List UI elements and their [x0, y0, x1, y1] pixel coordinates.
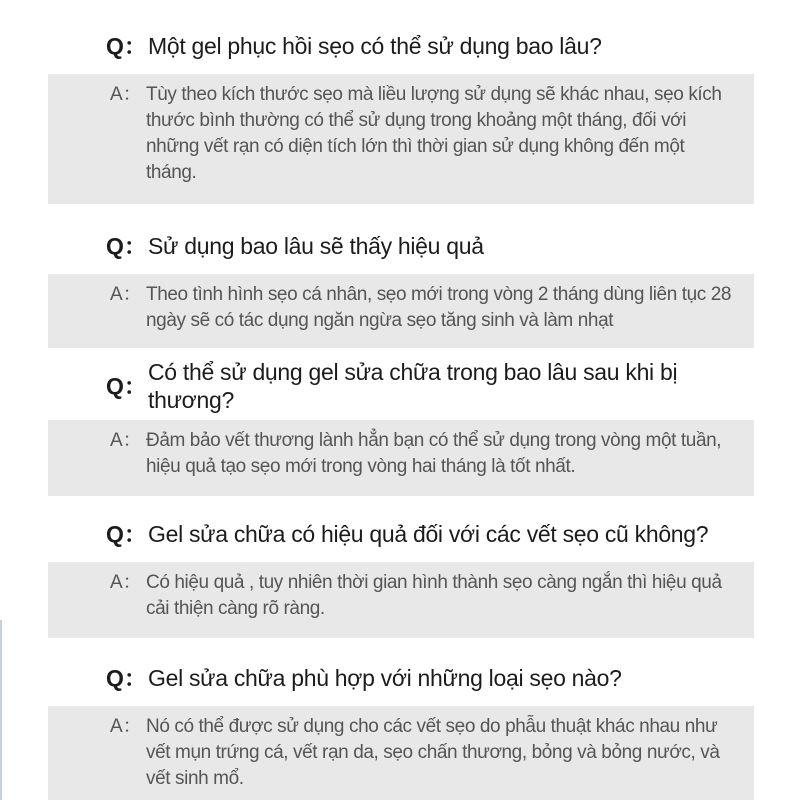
- question-text: Có thể sử dụng gel sửa chữa trong bao lâu sau khi bị thương?: [148, 359, 678, 413]
- question-text: Gel sửa chữa có hiệu quả đối với các vết sẹo cũ không?: [148, 521, 709, 547]
- faq-question-1: [106, 32, 756, 60]
- question-prefix: Q：: [106, 665, 147, 691]
- question-prefix: Q：: [106, 233, 147, 259]
- answer-prefix: A：: [110, 84, 142, 105]
- answer-text: Có hiệu quả , tuy nhiên thời gian hình thành sẹo càng ngắn thì hiệu quả cải thiện càng rõ ràng.: [146, 572, 722, 619]
- question-text: Một gel phục hồi sẹo có thể sử dụng bao lâu?: [148, 33, 602, 59]
- answer-text: Theo tình hình sẹo cá nhân, sẹo mới trong vòng 2 tháng dùng liên tục 28 ngày sẽ có tác dụng ngăn ngừa sẹo tăng sinh và làm nhạt: [146, 284, 732, 331]
- faq-question-2: [106, 232, 756, 260]
- answer-prefix: A：: [110, 572, 142, 593]
- answer-text: Nó có thể được sử dụng cho các vết sẹo do phẫu thuật khác nhau như vết mụn trứng cá, vết rạn da, sẹo chấn thương, bỏng và bỏng nước, và vết sinh mổ.: [146, 716, 720, 789]
- faq-answer-1: [48, 74, 754, 204]
- question-prefix: Q：: [106, 373, 147, 399]
- answer-prefix: A：: [110, 284, 142, 305]
- faq-answer-4: [48, 562, 754, 638]
- left-edge-divider: [0, 620, 2, 800]
- faq-answer-5: [48, 706, 754, 800]
- answer-prefix: A：: [110, 716, 142, 737]
- faq-question-5: [106, 664, 756, 692]
- question-prefix: Q：: [106, 33, 147, 59]
- faq-question-3: [106, 358, 756, 414]
- faq-answer-2: [48, 274, 754, 348]
- question-prefix: Q：: [106, 521, 147, 547]
- question-text: Sử dụng bao lâu sẽ thấy hiệu quả: [148, 233, 484, 259]
- faq-question-4: [106, 520, 756, 548]
- answer-prefix: A：: [110, 430, 142, 451]
- answer-text: Đảm bảo vết thương lành hẳn bạn có thể sử dụng trong vòng một tuần, hiệu quả tạo sẹo mới trong vòng hai tháng là tốt nhất.: [146, 430, 722, 477]
- question-text: Gel sửa chữa phù hợp với những loại sẹo nào?: [148, 665, 622, 691]
- answer-text: Tùy theo kích thước sẹo mà liều lượng sử dụng sẽ khác nhau, sẹo kích thước bình thường có thể sử dụng trong khoảng một tháng, đối với những vết rạn có diện tích lớn thì thời gian sử dụng không đến một tháng.: [146, 84, 722, 183]
- faq-answer-3: [48, 420, 754, 496]
